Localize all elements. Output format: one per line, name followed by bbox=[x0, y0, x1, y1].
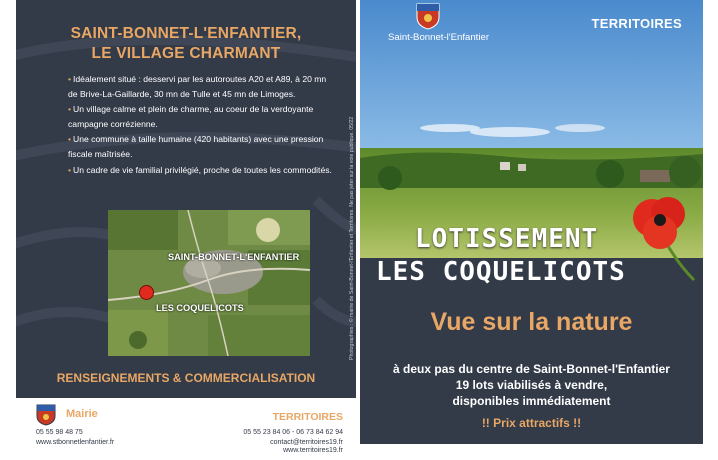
contact-footer bbox=[16, 398, 356, 460]
poppy-flower-icon bbox=[628, 188, 700, 284]
territoires-logo: TERRITOIRES bbox=[591, 16, 682, 31]
map-label-village: SAINT-BONNET-L'ENFANTIER bbox=[168, 252, 300, 262]
features-list bbox=[68, 72, 336, 178]
price-banner: !! Prix attractifs !! bbox=[481, 416, 582, 430]
mairie-phone: 05 55 98 48 75 bbox=[36, 429, 83, 436]
village-title-line1: SAINT-BONNET-L'ENFANTIER, bbox=[70, 25, 302, 42]
territoires-email[interactable]: contact@territoires19.fr bbox=[270, 439, 343, 446]
aerial-map bbox=[108, 210, 310, 356]
map-label-lot: LES COQUELICOTS bbox=[156, 303, 244, 313]
description-line3: disponibles immédiatement bbox=[452, 394, 611, 408]
description-line2: 19 lots viabilisés à vendre, bbox=[455, 378, 608, 392]
commune-shield-icon bbox=[416, 3, 440, 30]
commune-logo-text: Saint-Bonnet-l'Enfantier bbox=[387, 32, 490, 43]
right-panel bbox=[360, 0, 703, 444]
contact-heading: RENSEIGNEMENTS & COMMERCIALISATION bbox=[56, 371, 316, 385]
commune-shield-icon bbox=[36, 404, 56, 426]
description-line1: à deux pas du centre de Saint-Bonnet-l'Enfantier bbox=[393, 362, 670, 376]
mairie-name: Mairie bbox=[66, 408, 98, 420]
lot-title-line2: LES COQUELICOTS bbox=[376, 257, 626, 287]
village-title bbox=[16, 24, 356, 64]
photo-credit: Photographies : © mairie de Saint-Bonnet-l'Enfantier et Territoires. Ne pas jeter sur la voie publique. 05/22 bbox=[349, 116, 355, 360]
territoires-website[interactable]: www.territoires19.fr bbox=[283, 447, 343, 454]
map-pin-icon bbox=[139, 285, 154, 300]
left-panel bbox=[16, 0, 356, 398]
village-title-line2: LE VILLAGE CHARMANT bbox=[91, 45, 281, 62]
lot-title-line1: LOTISSEMENT bbox=[415, 224, 599, 254]
feature-item: • Un cadre de vie familial privilégié, proche de toutes les commodités. bbox=[68, 164, 332, 175]
mairie-website[interactable]: www.stbonnetlenfantier.fr bbox=[36, 439, 115, 446]
feature-item: • Idéalement situé : desservi par les autoroutes A20 et A89, à 20 mn de Brive-La-Gaillarde, 30 mn de Tulle et 45 mn de Limoges. bbox=[68, 74, 327, 99]
territoires-phone: 05 55 23 84 06 - 06 73 84 62 94 bbox=[243, 429, 343, 436]
subtitle: Vue sur la nature bbox=[430, 308, 633, 336]
description bbox=[360, 361, 703, 409]
territoires-name: TERRITOIRES bbox=[272, 411, 343, 423]
feature-item: • Un village calme et plein de charme, au coeur de la verdoyante campagne corrézienne. bbox=[68, 104, 314, 129]
aerial-map-image bbox=[108, 210, 310, 356]
feature-item: • Une commune à taille humaine (420 habitants) avec une pression fiscale maîtrisée. bbox=[68, 134, 324, 159]
